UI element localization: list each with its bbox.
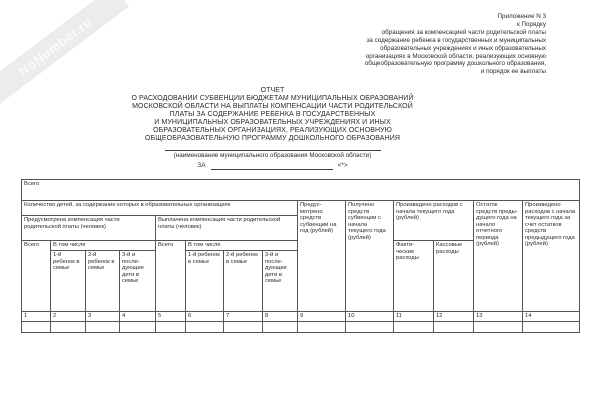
report-title-line: ОТЧЕТ [260, 87, 285, 94]
annex-line: обращения за компенсацией части родительской платы [381, 28, 546, 36]
municipality-fill-line [165, 150, 381, 151]
watermark: NoNumber.ru [0, 0, 129, 106]
period-line [0, 162, 545, 170]
header-provided-compensation: Предусмотрена компенсация части родительской платы (человек) [22, 216, 156, 241]
column-number-cell: 7 [224, 312, 263, 322]
column-number-cell: 1 [22, 312, 51, 322]
report-table [21, 179, 580, 333]
data-cell [86, 321, 120, 332]
report-title [0, 87, 545, 143]
header-cash-expenses: Кассовые расходы [434, 241, 474, 312]
header-actual-expenses: Факти-ческие расходы [394, 241, 434, 312]
annex-line: и порядок ее выплаты [480, 68, 546, 76]
column-number-cell: 13 [474, 312, 523, 322]
footnote-marker: <*> [337, 162, 348, 169]
column-number-cell: 10 [346, 312, 394, 322]
report-title-line: МОСКОВСКОЙ ОБЛАСТИ НА ВЫПЛАТЫ КОМПЕНСАЦИИ ЧАСТИ РОДИТЕЛЬСКОЙ [132, 103, 413, 110]
header-paid-including: В том числе [186, 241, 298, 251]
annex-line: к Порядку [516, 20, 546, 28]
header-provided-child-3: 3-й и после-дующие дети в семье [120, 251, 156, 312]
column-number-cell: 9 [298, 312, 346, 322]
data-cell [22, 321, 51, 332]
data-cell [186, 321, 224, 332]
data-cell [523, 321, 580, 332]
annex-note [365, 13, 546, 76]
data-cell [51, 321, 86, 332]
annex-line: организациях в Московской области, реализующих основную [365, 52, 546, 60]
data-row [22, 321, 580, 332]
header-expenses-group: Произведено расходов с начала текущего года (рублей) [394, 201, 474, 241]
column-number-cell: 8 [263, 312, 298, 322]
header-provided-child-2: 2-й ребенок в семье [86, 251, 120, 312]
period-label: ЗА [197, 162, 206, 169]
header-paid-child-3: 3-й и после-дующие дети в семье [263, 251, 298, 312]
data-cell [120, 321, 156, 332]
header-provided-including: В том числе [51, 241, 156, 251]
column-number-cell: 14 [523, 312, 580, 322]
header-children-count: Количество детей, за содержание которых в образовательных организациях [22, 201, 298, 216]
column-number-cell: 12 [434, 312, 474, 322]
column-number-cell: 11 [394, 312, 434, 322]
header-subvention-planned: Предус-мотрено средств субвенции на год (рублей) [298, 201, 346, 312]
header-paid-child-1: 1-й ребенок в семье [186, 251, 224, 312]
data-cell [434, 321, 474, 332]
column-number-row [22, 312, 580, 322]
header-expenses-from-balance: Произведено расходов с начала текущего года за счет остатков средств предыдущего года (рублей) [523, 201, 580, 312]
header-paid-compensation: Выплачена компенсация части родительской платы (человек) [156, 216, 298, 241]
data-cell [263, 321, 298, 332]
column-number-cell: 2 [51, 312, 86, 322]
header-paid-child-2: 2-й ребенок в семье [224, 251, 263, 312]
signature-block [0, 150, 545, 170]
municipality-caption: (наименование муниципального образования Московской области) [173, 152, 372, 159]
header-provided-total: Всего [22, 241, 51, 312]
report-title-line: О РАСХОДОВАНИИ СУБВЕНЦИИ БЮДЖЕТАМ МУНИЦИПАЛЬНЫХ ОБРАЗОВАНИЙ [131, 95, 414, 102]
report-title-line: И МУНИЦИПАЛЬНЫХ ОБРАЗОВАТЕЛЬНЫХ УЧРЕЖДЕНИЯХ И ИНЫХ [154, 119, 391, 126]
period-fill-blank [211, 162, 333, 170]
column-number-cell: 6 [186, 312, 224, 322]
header-paid-total: Всего [156, 241, 186, 312]
header-previous-year-balance: Остаток средств преды-дущего года на начало отчетного периода (рублей) [474, 201, 523, 312]
report-title-line: ОБЩЕОБРАЗОВАТЕЛЬНУЮ ПРОГРАММУ ДОШКОЛЬНОГО ОБРАЗОВАНИЯ [144, 135, 401, 142]
column-number-cell: 3 [86, 312, 120, 322]
data-cell [224, 321, 263, 332]
column-number-cell: 5 [156, 312, 186, 322]
data-cell [298, 321, 346, 332]
annex-line: общеобразовательную программу дошкольного образования, [364, 60, 546, 68]
data-cell [346, 321, 394, 332]
report-title-line: ПЛАТЫ ЗА СОДЕРЖАНИЕ РЕБЕНКА В ГОСУДАРСТВЕННЫХ [169, 111, 376, 118]
annex-line: образовательных учреждениях и иных образовательных [380, 44, 546, 52]
data-cell [156, 321, 186, 332]
header-provided-child-1: 1-й ребенок в семье [51, 251, 86, 312]
annex-line: за содержание ребенка в государственных и муниципальных [366, 36, 546, 44]
report-title-line: ОБРАЗОВАТЕЛЬНЫХ ОРГАНИЗАЦИЯХ, РЕАЛИЗУЮЩИХ ОСНОВНУЮ [153, 127, 392, 134]
header-grand-total: Всего [22, 180, 580, 201]
header-subvention-received: Получено средств субвенции с начала текущего года (рублей) [346, 201, 394, 312]
column-number-cell: 4 [120, 312, 156, 322]
data-cell [394, 321, 434, 332]
annex-line: Приложение N 3 [497, 13, 546, 20]
data-cell [474, 321, 523, 332]
